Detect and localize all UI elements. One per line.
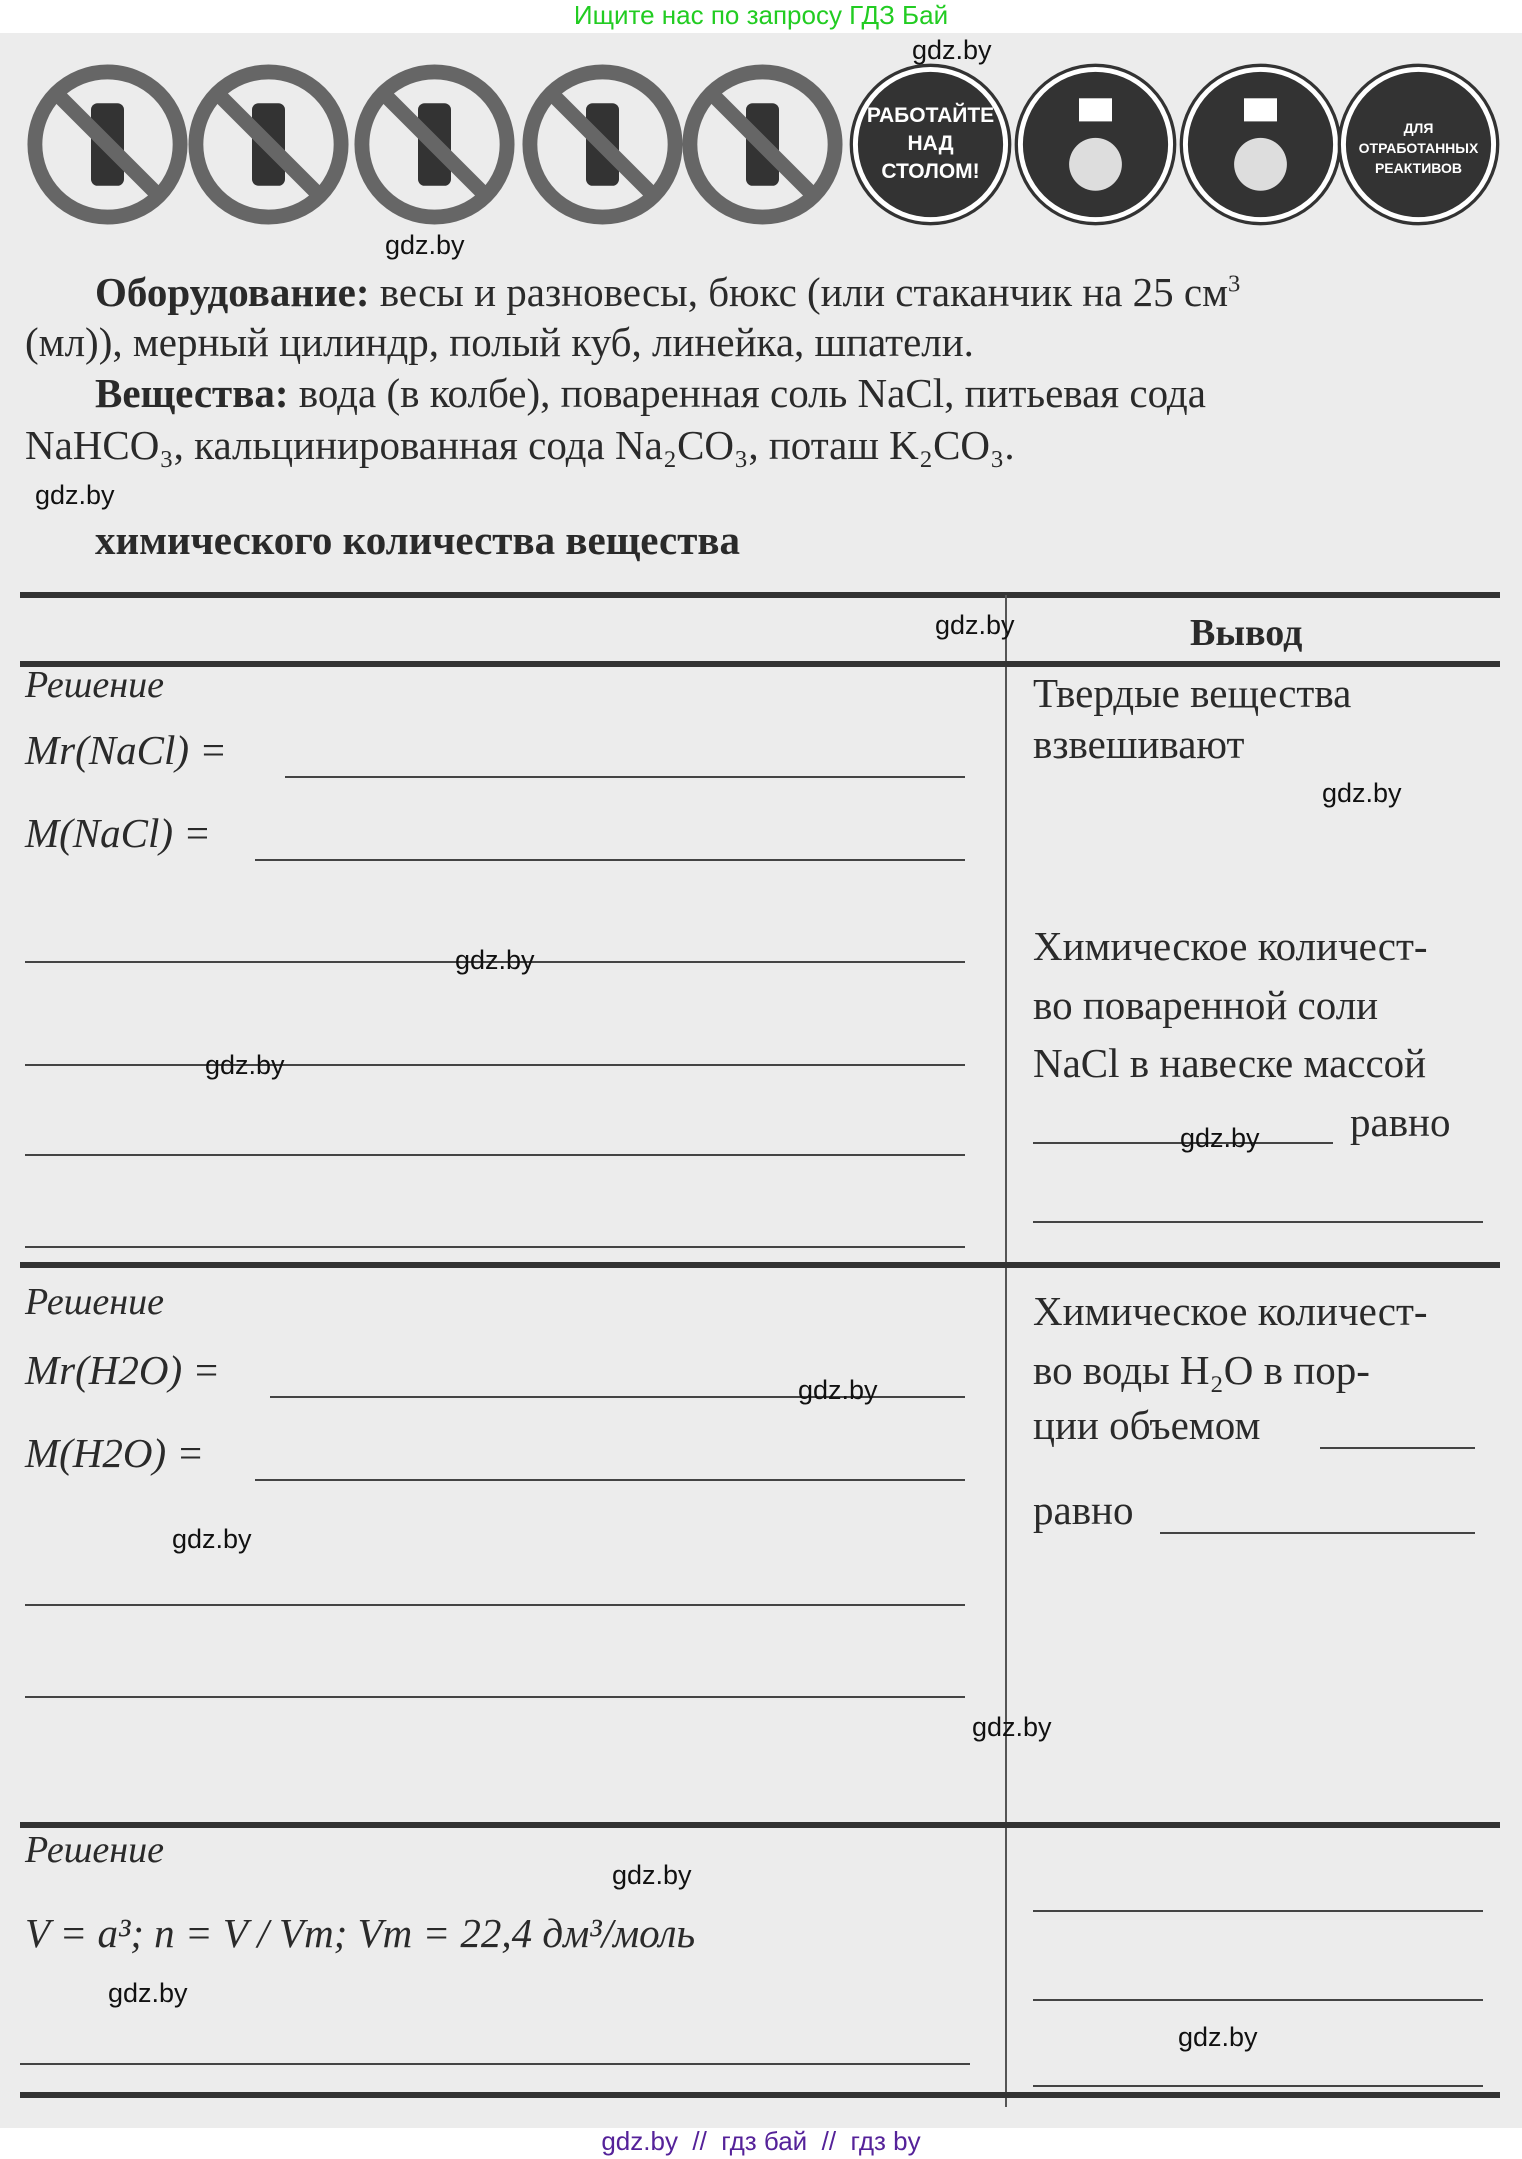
banner[interactable]: Ищите нас по запросу ГДЗ Бай bbox=[573, 0, 949, 30]
equipment-line-2: (мл)), мерный цилиндр, полый куб, линейка, шпатели. bbox=[25, 319, 974, 365]
substances-label: Вещества: bbox=[95, 370, 289, 416]
watermark: gdz.by bbox=[798, 1375, 878, 1405]
watermark: gdz.by bbox=[35, 480, 115, 510]
substances-line-1 bbox=[95, 370, 1206, 416]
section-title: химического количества вещества bbox=[95, 517, 740, 563]
watermark: gdz.by bbox=[972, 1712, 1052, 1742]
answer-line[interactable] bbox=[285, 776, 965, 778]
solution-label: Решение bbox=[25, 1829, 164, 1871]
formula-mr-h2o: Mr(H2O) = bbox=[25, 1347, 221, 1393]
volume-formula: V = a³; n = V / Vm; Vm = 22,4 дм³/моль bbox=[25, 1910, 696, 1956]
answer-line[interactable] bbox=[255, 1479, 965, 1481]
no-touch-icon bbox=[25, 62, 190, 227]
footer-links[interactable]: gdz.by // гдз бай // гдз by bbox=[601, 2126, 921, 2156]
watermark: gdz.by bbox=[1322, 778, 1402, 808]
watermark: gdz.by bbox=[455, 945, 535, 975]
sign-text: НАД bbox=[907, 132, 954, 155]
no-food-icon bbox=[680, 62, 845, 227]
sign-text: СТОЛОМ! bbox=[881, 160, 980, 183]
watermark: gdz.by bbox=[912, 35, 992, 65]
conclusion-text: ции объемом bbox=[1033, 1402, 1261, 1448]
conclusion-text: Твердые вещества bbox=[1033, 670, 1352, 716]
watermark: gdz.by bbox=[935, 610, 1015, 640]
formula-m-h2o: M(H2O) = bbox=[25, 1430, 205, 1476]
equals-label: равно bbox=[1350, 1099, 1451, 1145]
sign-text: ОТРАБОТАННЫХ bbox=[1358, 140, 1479, 156]
answer-line[interactable] bbox=[1320, 1447, 1475, 1449]
equipment-text: весы и разновесы, бюкс (или стаканчик на 25 см bbox=[379, 269, 1229, 315]
sign-text: РАБОТАЙТЕ bbox=[866, 104, 995, 127]
answer-line[interactable] bbox=[25, 1604, 965, 1606]
watermark: gdz.by bbox=[612, 1860, 692, 1890]
answer-line[interactable] bbox=[25, 1246, 965, 1248]
waste-reagents-icon bbox=[1336, 62, 1501, 227]
watermark: gdz.by bbox=[1180, 1123, 1260, 1153]
watermark: gdz.by bbox=[205, 1050, 285, 1080]
answer-line[interactable] bbox=[255, 859, 965, 861]
answer-line[interactable] bbox=[1033, 1910, 1483, 1912]
watermark: gdz.by bbox=[385, 230, 465, 260]
conclusion-text: Химическое количест- bbox=[1033, 1288, 1428, 1334]
conclusion-text: во воды H₂O в пор- bbox=[1033, 1347, 1370, 1393]
conclusion-text: Химическое количест- bbox=[1033, 923, 1428, 969]
answer-line[interactable] bbox=[25, 1154, 965, 1156]
conclusion-text: во поваренной соли bbox=[1033, 982, 1379, 1028]
conclusion-text: взвешивают bbox=[1033, 721, 1245, 767]
equipment-line-1 bbox=[95, 269, 1241, 315]
no-drink-icon bbox=[352, 62, 517, 227]
no-taste-icon bbox=[186, 62, 351, 227]
divider bbox=[20, 661, 1500, 667]
divider bbox=[20, 1262, 1500, 1268]
solution-label: Решение bbox=[25, 664, 164, 706]
formula-m-nacl: M(NaCl) = bbox=[25, 810, 211, 856]
equals-label: равно bbox=[1033, 1487, 1134, 1533]
solution-label: Решение bbox=[25, 1281, 164, 1323]
answer-line[interactable] bbox=[1033, 2085, 1483, 2087]
answer-line[interactable] bbox=[1160, 1532, 1475, 1534]
sign-text: РЕАКТИВОВ bbox=[1374, 160, 1463, 176]
divider bbox=[20, 1822, 1500, 1828]
watermark: gdz.by bbox=[1178, 2022, 1258, 2052]
answer-line[interactable] bbox=[1033, 1221, 1483, 1223]
substances-line-2: NaHCO₃, кальцинированная сода Na₂CO₃, поташ K₂CO₃. bbox=[25, 422, 1015, 468]
wash-hands-icon bbox=[1013, 62, 1178, 227]
work-over-table-icon bbox=[848, 62, 1013, 227]
answer-line[interactable] bbox=[1033, 1999, 1483, 2001]
divider bbox=[20, 592, 1500, 598]
conclusion-header: Вывод bbox=[1190, 612, 1303, 654]
equipment-label: Оборудование: bbox=[95, 269, 370, 315]
no-pour-sink-icon bbox=[520, 62, 685, 227]
answer-line[interactable] bbox=[25, 1064, 965, 1066]
rinse-flask-icon bbox=[1178, 62, 1343, 227]
formula-mr-nacl: Mr(NaCl) = bbox=[25, 727, 227, 773]
watermark: gdz.by bbox=[172, 1524, 252, 1554]
column-divider bbox=[1005, 595, 1007, 2107]
answer-line[interactable] bbox=[25, 1696, 965, 1698]
equipment-sup: 3 bbox=[1228, 270, 1241, 298]
sign-text: ДЛЯ bbox=[1403, 120, 1434, 136]
watermark: gdz.by bbox=[108, 1978, 188, 2008]
divider bbox=[20, 2092, 1500, 2098]
answer-line[interactable] bbox=[20, 2063, 970, 2065]
conclusion-text: NaCl в навеске массой bbox=[1033, 1040, 1427, 1086]
substances-text: вода (в колбе), поваренная соль NaCl, питьевая сода bbox=[298, 370, 1206, 416]
